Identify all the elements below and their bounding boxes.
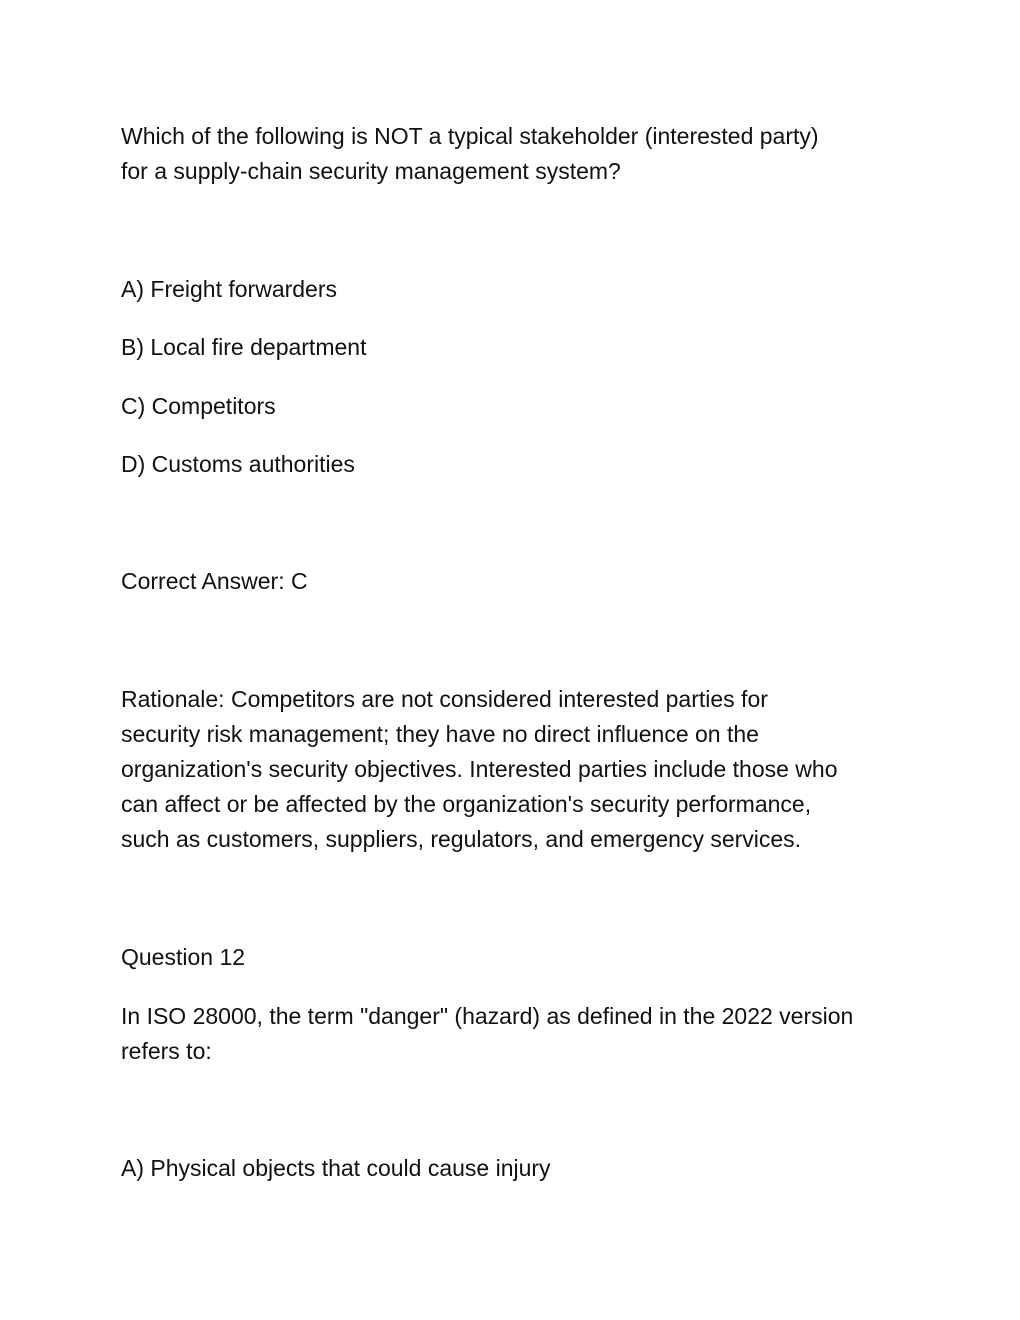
option-a: A) Freight forwarders — [121, 276, 338, 302]
question-line: Which of the following is NOT a typical stakeholder (interested party) — [121, 123, 819, 149]
rationale-line: security risk management; they have no direct influence on the — [121, 721, 759, 747]
rationale-line: organization's security objectives. Interested parties include those who — [121, 756, 838, 782]
question-text — [121, 999, 911, 1069]
rationale-line: can affect or be affected by the organization's security performance, — [121, 791, 812, 817]
option-c: C) Competitors — [121, 393, 276, 419]
option-b: B) Local fire department — [121, 334, 367, 360]
rationale-line: such as customers, suppliers, regulators, and emergency services. — [121, 826, 802, 852]
option-d: D) Customs authorities — [121, 451, 355, 477]
question-line: refers to: — [121, 1038, 212, 1064]
correct-answer: Correct Answer: C — [121, 568, 308, 594]
question-line: for a supply-chain security management system? — [121, 158, 621, 184]
question-text — [121, 119, 911, 189]
rationale-line: Rationale: Competitors are not considered interested parties for — [121, 686, 768, 712]
question-line: In ISO 28000, the term "danger" (hazard) as defined in the 2022 version — [121, 1003, 854, 1029]
question-heading: Question 12 — [121, 944, 246, 970]
rationale-text — [121, 682, 911, 857]
option-a: A) Physical objects that could cause injury — [121, 1155, 551, 1181]
